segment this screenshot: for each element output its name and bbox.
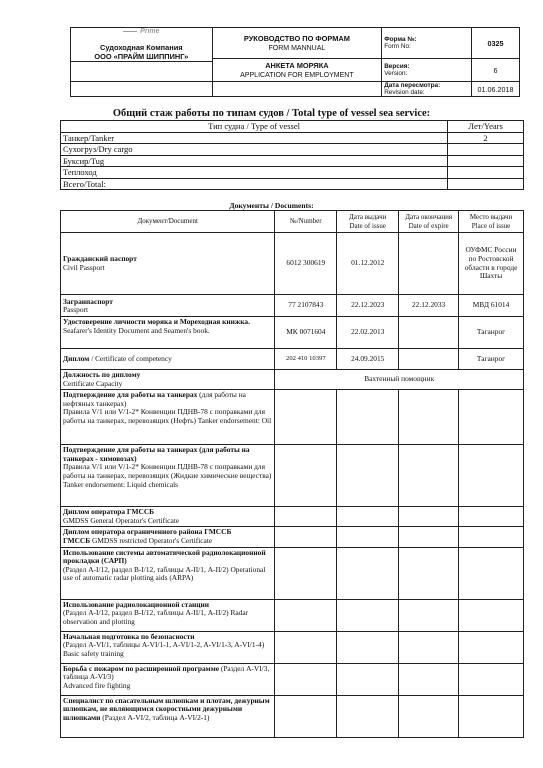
doc-civil-passport: Гражданский паспорт Civil Passport — [61, 233, 275, 295]
doc-capacity: Должность по диплому Certificate Capacity — [61, 370, 275, 390]
vessel-type-cell: Сухогруз/Dry cargo — [61, 144, 448, 156]
header-number: №/Number — [275, 211, 337, 233]
table-row — [61, 695, 524, 737]
arpa-expiry[interactable] — [399, 547, 459, 599]
gmdss-number[interactable] — [275, 507, 337, 527]
doc-gmdss: Диплом оператора ГМССБ GMDSS General Operator's Certificate — [61, 507, 275, 527]
boats-place[interactable] — [459, 695, 524, 737]
logo-rule — [123, 31, 137, 32]
form-header — [70, 27, 520, 97]
years-cell[interactable] — [448, 155, 524, 167]
radar-issue[interactable] — [337, 599, 399, 631]
vessel-type-cell: Теплоход — [61, 167, 448, 179]
civil-number[interactable]: 6012 300619 — [275, 233, 337, 295]
chem-expiry[interactable] — [399, 445, 459, 507]
revision-value: 01.06.2018 — [472, 82, 520, 97]
chem-issue[interactable] — [337, 445, 399, 507]
table-row — [61, 178, 524, 190]
documents-table — [60, 210, 524, 738]
passport-place[interactable]: МВД 61014 — [459, 295, 524, 317]
company-name-ru: Судоходная Компания — [100, 43, 183, 52]
passport-issue[interactable]: 22.12.2023 — [337, 295, 399, 317]
doc-seaman-id: Удостоверение личности моряка и Мореходная книжка. Seafarer's Identity Document and Seamen's book. — [61, 317, 275, 349]
doc-basic-safety: Начальная подготовка по безопасности (Раздел A-VI/1, таблицы A-VI/1-1, A-VI/1-2, A-VI/1-3, A-VI/1-4) Basic safety training — [61, 631, 275, 663]
documents-title: Документы / Documents: — [229, 201, 314, 210]
manual-title-ru: РУКОВОДСТВО ПО ФОРМАМ — [243, 33, 350, 43]
civil-place[interactable]: ОУФМС России по Ростовской области в городе Шахты — [459, 233, 524, 295]
header-expiry: Дата окончания Date of expire — [399, 211, 459, 233]
table-row — [61, 295, 524, 317]
table-row — [61, 547, 524, 599]
version-value: 6 — [472, 59, 520, 82]
arpa-place[interactable] — [459, 547, 524, 599]
fire-expiry[interactable] — [399, 663, 459, 695]
table-row — [61, 155, 524, 167]
table-row — [61, 599, 524, 631]
table-row — [61, 167, 524, 179]
doc-passport: Загранпаспорт Passport — [61, 295, 275, 317]
capacity-value[interactable]: Вахтенный помощник — [275, 370, 524, 390]
company-logo — [73, 28, 210, 35]
col-years: Лет/Years — [448, 121, 524, 133]
application-cell-tail — [212, 82, 382, 97]
table-row — [61, 349, 524, 370]
diploma-expiry[interactable] — [399, 349, 459, 370]
oil-place[interactable] — [459, 390, 524, 445]
company-name-llc: ООО «ПРАЙМ ШИППИНГ» — [94, 52, 189, 61]
fire-issue[interactable] — [337, 663, 399, 695]
table-row — [61, 663, 524, 695]
doc-diploma: Диплом / Certificate of competency — [61, 349, 275, 370]
diploma-issue[interactable]: 24.09.2015 — [337, 349, 399, 370]
doc-survival-craft: Специалист по спасательным шлюпкам и плотам, дежурным шлюпкам, не являющимся скоростными дежурными шлюпками (Раздел А-VI/2, таблица А-VI/2-1) — [61, 695, 275, 737]
table-row — [61, 233, 524, 295]
passport-expiry[interactable]: 22.12.2033 — [399, 295, 459, 317]
gmdss-place[interactable] — [459, 507, 524, 527]
manual-title-cell — [212, 28, 382, 59]
col-vessel-type: Тип судна / Type of vessel — [61, 121, 448, 133]
vessel-type-cell: Всего/Total: — [61, 178, 448, 190]
gmdss-r-expiry[interactable] — [399, 527, 459, 547]
application-title-ru: АНКЕТА МОРЯКА — [265, 60, 329, 70]
oil-number[interactable] — [275, 390, 337, 445]
seaman-number[interactable]: МК 0071604 — [275, 317, 337, 349]
years-cell[interactable] — [448, 178, 524, 190]
boats-expiry[interactable] — [399, 695, 459, 737]
passport-number[interactable]: 77 2107843 — [275, 295, 337, 317]
doc-tanker-chem: Подтверждение для работы на танкерах (для работы на танкерах - химовозах) Правила V/1 или V/1-2* Конвенции ПДНВ-78 с поправками для работы на танкерах, перевозящих (Жидкие химические вещества) Tanker endorsement: Liquid chemicals — [61, 445, 275, 507]
manual-title-en: FORM MANNUAL — [268, 44, 326, 52]
boats-number[interactable] — [275, 695, 337, 737]
table-row — [61, 445, 524, 507]
table-row — [61, 390, 524, 445]
radar-place[interactable] — [459, 599, 524, 631]
gmdss-r-issue[interactable] — [337, 527, 399, 547]
header-document: Документ/Document — [61, 211, 275, 233]
arpa-issue[interactable] — [337, 547, 399, 599]
header-place: Место выдачи Place of issue — [459, 211, 524, 233]
company-cell-bottom — [71, 62, 213, 82]
radar-expiry[interactable] — [399, 599, 459, 631]
fire-number[interactable] — [275, 663, 337, 695]
table-row — [61, 370, 524, 390]
oil-issue[interactable] — [337, 390, 399, 445]
doc-tanker-oil: Подтверждение для работы на танкерах (для работы на нефтяных танкерах) Правила V/1 или V/1-2* Конвенции ПДНВ-78 с поправками для работы на танкерах, перевозящих (Нефть) Tanker endorsement: Oil — [61, 390, 275, 445]
gmdss-r-number[interactable] — [275, 527, 337, 547]
sea-service-title: Общий стаж работы по типам судов / Total type of vessel sea service: — [112, 108, 431, 119]
table-row — [61, 132, 524, 144]
years-cell[interactable] — [448, 144, 524, 156]
revision-label: Дата пересмотра: Revision date: — [382, 82, 472, 97]
table-row — [61, 317, 524, 349]
company-cell — [71, 28, 213, 62]
seaman-expiry[interactable] — [399, 317, 459, 349]
table-row — [61, 631, 524, 663]
chem-place[interactable] — [459, 445, 524, 507]
radar-number[interactable] — [275, 599, 337, 631]
table-row — [61, 527, 524, 547]
boats-issue[interactable] — [337, 695, 399, 737]
safety-expiry[interactable] — [399, 631, 459, 663]
seaman-issue[interactable]: 22.02.2013 — [337, 317, 399, 349]
application-title-en: APPLICATION FOR EMPLOYMENT — [240, 71, 354, 79]
logo-text: Prime — [140, 28, 160, 35]
company-cell-tail — [71, 82, 213, 97]
table-header-row — [61, 211, 524, 233]
form-no-value: 0325 — [472, 28, 520, 59]
doc-fire-fighting: Борьба с пожаром по расширенной программе (Раздел A-VI/3, таблица A-VI/3) Advanced fire fighting — [61, 663, 275, 695]
fire-place[interactable] — [459, 663, 524, 695]
form-no-label: Форма №: Form No: — [382, 28, 472, 59]
header-issue: Дата выдачи Date of issue — [337, 211, 399, 233]
years-cell[interactable] — [448, 167, 524, 179]
safety-issue[interactable] — [337, 631, 399, 663]
vessel-type-cell: Буксир/Tug — [61, 155, 448, 167]
gmdss-issue[interactable] — [337, 507, 399, 527]
table-row — [61, 144, 524, 156]
application-title-cell — [212, 59, 382, 82]
safety-number[interactable] — [275, 631, 337, 663]
diploma-number[interactable]: 202 410 10397 — [275, 349, 337, 370]
seaman-place[interactable]: Таганрог — [459, 317, 524, 349]
oil-expiry[interactable] — [399, 390, 459, 445]
diploma-place[interactable]: Таганрог — [459, 349, 524, 370]
version-label: Версия: Version: — [382, 59, 472, 82]
years-cell[interactable]: 2 — [448, 132, 524, 144]
doc-arpa: Использование системы автоматической радиолокационной прокладки (САРП) (Раздел А-I/12, раздел В-I/12, таблицы А-II/1, А-II/2) Operational use of automatic radar plotting aids (ARPA) — [61, 547, 275, 599]
civil-issue[interactable]: 01.12.2012 — [337, 233, 399, 295]
safety-place[interactable] — [459, 631, 524, 663]
doc-radar: Использование радиолокационной станции (Раздел А-I/12, раздел В-I/12, таблицы А-II/1, А-II/2) Radar observation and plotting — [61, 599, 275, 631]
vessel-type-cell: Танкер/Tanker — [61, 132, 448, 144]
table-row — [61, 507, 524, 527]
gmdss-expiry[interactable] — [399, 507, 459, 527]
gmdss-r-place[interactable] — [459, 527, 524, 547]
chem-number[interactable] — [275, 445, 337, 507]
civil-expiry[interactable] — [399, 233, 459, 295]
sea-service-table — [60, 120, 524, 190]
doc-gmdss-restricted: Диплом оператора ограниченного района ГМССБ ГМССБ GMDSS restricted Operator's Certificate — [61, 527, 275, 547]
arpa-number[interactable] — [275, 547, 337, 599]
